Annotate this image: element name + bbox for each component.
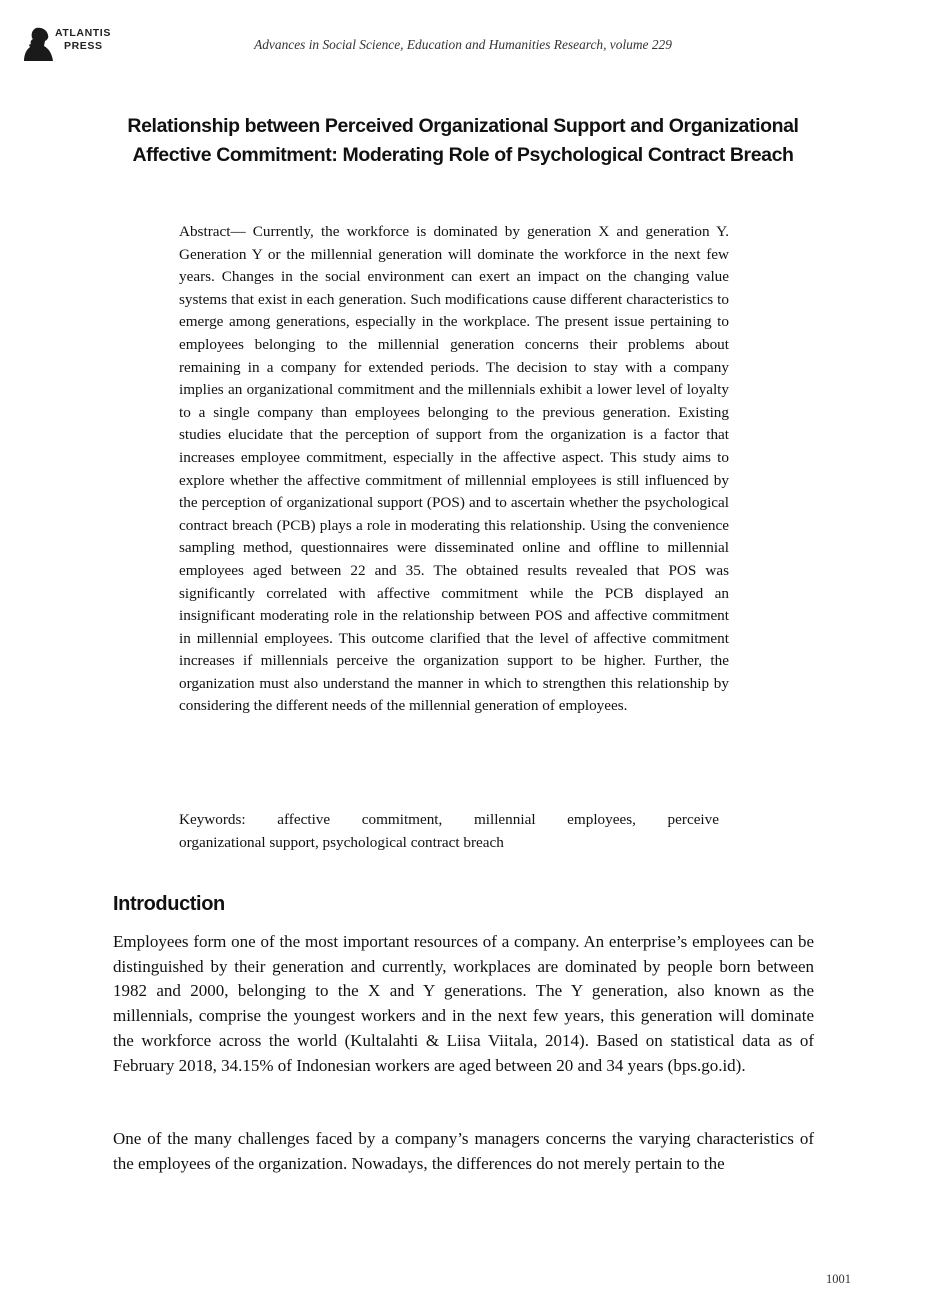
keywords-line1: Keywords: affective commitment, millennial employees, perceive — [179, 811, 719, 828]
paper-title: Relationship between Perceived Organizational Support and Organizational Affective Commitment: Moderating Role of Psychological Contract Breach — [127, 115, 799, 166]
logo-text-line1: ATLANTIS — [55, 27, 111, 39]
page-number: 1001 — [826, 1272, 851, 1286]
intro-paragraph-1: Employees form one of the most important resources of a company. An enterprise’s employees can be distinguished by their generation and currently, workplaces are dominated by people born between 1982 and 2000, belonging to the X and Y generations. The Y generation, also known as the millennials, comprise the youngest workers and in the next few years, this generation will dominate the workforce across the world (Kultalahti & Liisa Viitala, 2014). Based on statistical data as of February 2018, 34.15% of Indonesian workers are aged between 20 and 34 years (bps.go.id). — [113, 932, 814, 1075]
keywords-line2: organizational support, psychological contract breach — [179, 833, 504, 851]
intro-paragraph-2: One of the many challenges faced by a company’s managers concerns the varying characteristics of the employees of the organization. Nowadays, the differences do not merely pertain to the — [113, 1129, 814, 1173]
keywords — [179, 809, 719, 854]
thinker-icon — [22, 26, 54, 62]
abstract: Abstract— Currently, the workforce is dominated by generation X and generation Y. Generation Y or the millennial generation will dominate the workforce in the next few years. Changes in the social environment can exert an impact on the changing value systems that exist in each generation. Such modifications cause different characteristics to emerge among generations, especially in the workplace. The present issue pertaining to employees belonging to the millennial generation concerns their problems about remaining in a company for extended periods. The decision to stay with a company implies an organizational commitment and the millennials exhibit a lower level of loyalty to a single company than employees belonging to the previous generation. Existing studies elucidate that the perception of support from the organization is a factor that increases employee commitment, especially in the affective aspect. This study aims to explore whether the affective commitment of millennial employees is still influenced by the perception of organizational support (POS) and to ascertain whether the psychological contract breach (PCB) plays a role in moderating this relationship. Using the convenience sampling method, questionnaires were disseminated online and offline to millennial employees aged between 22 and 35. The obtained results revealed that POS was significantly correlated with affective commitment while the PCB displayed an insignificant moderating role in the relationship between POS and affective commitment in millennial employees. This outcome clarified that the level of affective commitment increases if millennials perceive the organization support to be higher. Further, the organization must also understand the manner in which to strengthen this relationship by considering the different needs of the millennial generation of employees. — [179, 223, 729, 715]
section-heading-introduction: Introduction — [113, 893, 225, 915]
publisher-logo — [22, 26, 122, 62]
journal-header: Advances in Social Science, Education and Humanities Research, volume 229 — [254, 37, 672, 52]
logo-text-line2: PRESS — [64, 40, 103, 52]
